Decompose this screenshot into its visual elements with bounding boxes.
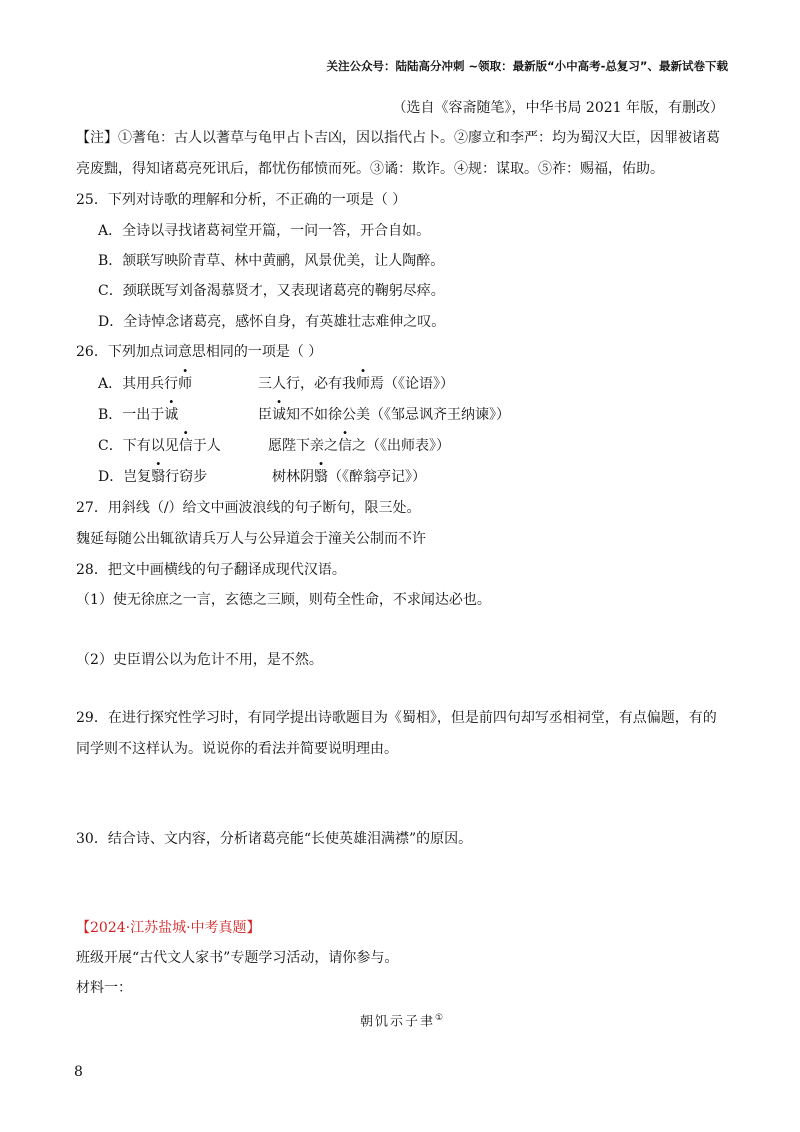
material-label: 材料一： — [76, 980, 132, 996]
emphasis-dot-char: 诚 — [164, 407, 179, 423]
q25-option-a: A．全诗以寻找诸葛祠堂开篇，一问一答，开合自如。 — [98, 223, 431, 239]
emphasis-dot-char: 信 — [338, 438, 352, 454]
emphasis-dot-char: 信 — [178, 438, 193, 454]
q26-option-c-left: C．下有以见信于人 — [98, 438, 221, 454]
page-number: 8 — [74, 1064, 83, 1080]
q26-option-b-right: 臣诚知不如徐公美（《邹忌讽齐王纳谏》） — [258, 407, 510, 423]
footnote-marker: ① — [435, 1013, 446, 1023]
q29-line-1: 29．在进行探究性学习时，有同学提出诗歌题目为《蜀相》，但是前四句却写丞相祠堂，有点偏题，有的 — [76, 710, 717, 726]
q26-option-a-right: 三人行，必有我师焉（《论语》） — [258, 376, 454, 392]
q26-option-a-left: A．其用兵行师 — [98, 376, 193, 392]
q27-sentence: 魏延每随公出辄欲请兵万人与公异道会于潼关公制而不许 — [76, 531, 426, 547]
q29-line-2: 同学则不这样认为。说说你的看法并简要说明理由。 — [76, 741, 398, 757]
emphasis-dot-char: 翳 — [314, 469, 328, 485]
section-tag: 【2024·江苏盐城·中考真题】 — [76, 920, 261, 936]
q25-stem: 25．下列对诗歌的理解和分析，不正确的一项是（ ） — [76, 192, 407, 208]
q26-option-d-left: D．岂复翳行窃步 — [98, 469, 208, 485]
q25-option-d: D．全诗悼念诸葛亮，感怀自身，有英雄壮志难伸之叹。 — [98, 314, 446, 330]
note-line-2: 亮废黜，得知诸葛亮死讯后，都忧伤郁愤而死。③谲：欺诈。④规：谋取。⑤祚：赐福，佑助。 — [76, 161, 664, 177]
q26-option-d-right: 树林阴翳（《醉翁亭记》） — [272, 469, 426, 485]
q28-stem: 28．把文中画横线的句子翻译成现代汉语。 — [76, 562, 346, 578]
emphasis-dot-char: 翳 — [151, 469, 166, 485]
section-intro: 班级开展“古代文人家书”专题学习活动，请你参与。 — [76, 950, 399, 966]
note-line-1: 【注】①蓍龟：古人以蓍草与龟甲占卜吉凶，因以指代占卜。②廖立和李严：均为蜀汉大臣，因罪被诸葛 — [76, 130, 720, 146]
q26-option-b-left: B．一出于诚 — [98, 407, 179, 423]
q26-option-c-right: 愿陛下亲之信之（《出师表》） — [268, 438, 450, 454]
q26-stem: 26．下列加点词意思相同的一项是（ ） — [76, 344, 323, 360]
q30-stem: 30．结合诗、文内容，分析诸葛亮能“长使英雄泪满襟”的原因。 — [76, 831, 473, 847]
page-header: 关注公众号：陆陆高分冲刺 ~领取：最新版“小中高考-总复习”、最新试卷下载 — [326, 59, 728, 73]
q25-option-b: B．颔联写映阶青草、林中黄鹂，风景优美，让人陶醉。 — [98, 253, 445, 269]
source-citation: （选自《容斋随笔》，中华书局 2021 年版，有删改） — [392, 100, 724, 116]
q25-option-c: C．颈联既写刘备渴慕贤才，又表现诸葛亮的鞠躬尽瘁。 — [98, 283, 445, 299]
q28-sentence-2: （2）史臣谓公以为危计不用，是不然。 — [76, 652, 323, 668]
emphasis-dot-char: 诚 — [272, 407, 286, 423]
q27-stem: 27．用斜线（/）给文中画波浪线的句子断句，限三处。 — [76, 500, 421, 516]
q28-sentence-1: （1）使无徐庶之一言，玄德之三顾，则苟全性命，不求闻达必也。 — [76, 592, 491, 608]
emphasis-dot-char: 师 — [356, 376, 370, 392]
emphasis-dot-char: 师 — [178, 376, 193, 392]
poem-title: 朝饥示子聿① — [360, 1013, 446, 1030]
